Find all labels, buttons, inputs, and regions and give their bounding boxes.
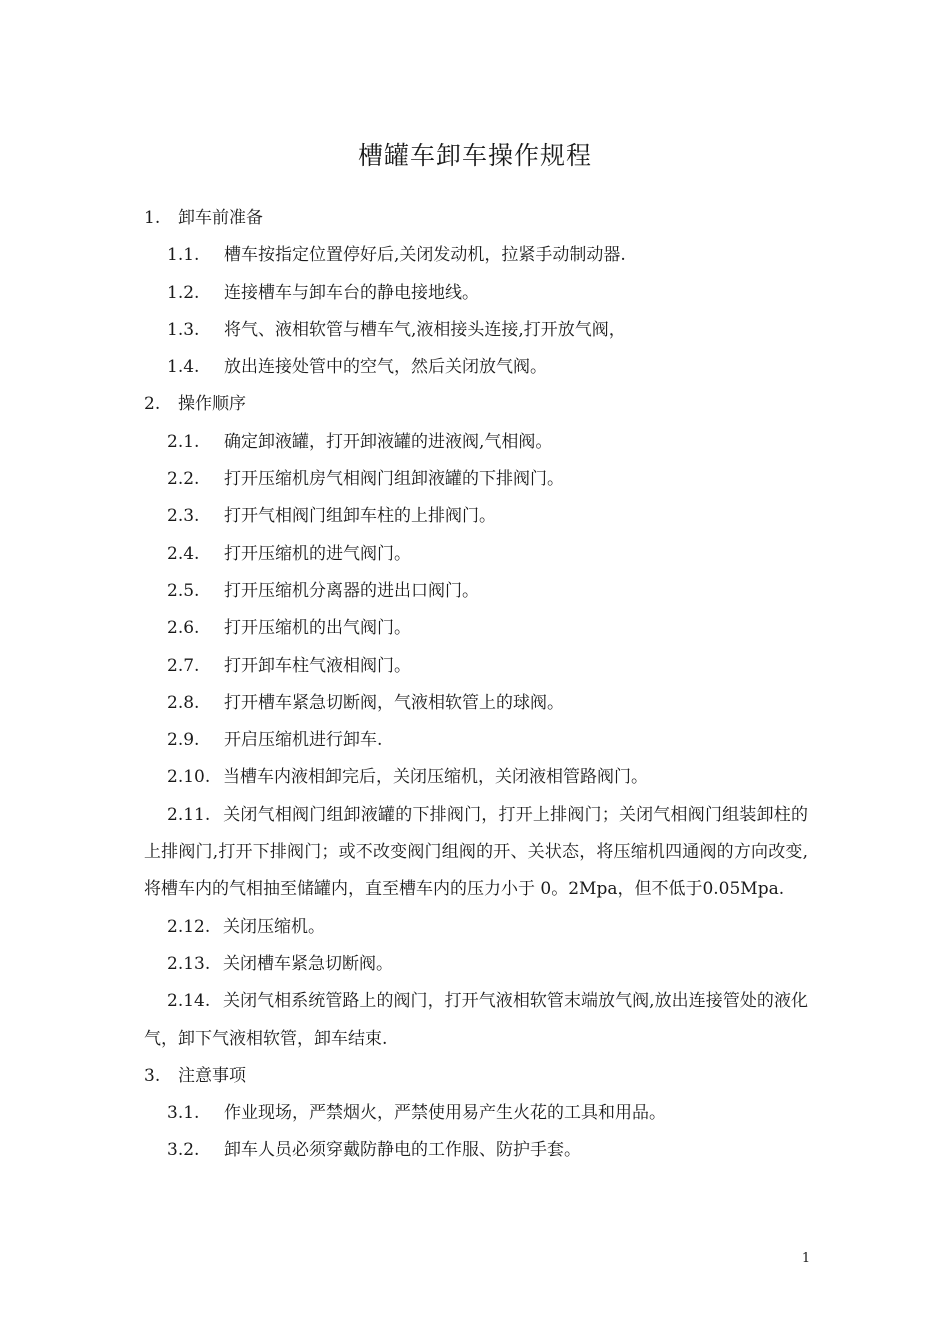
- list-item: [144, 909, 808, 946]
- list-item: [144, 275, 808, 312]
- item-text: 打开压缩机分离器的进出口阀门。: [224, 580, 479, 601]
- list-item: [144, 349, 808, 386]
- list-item: [144, 1095, 808, 1132]
- item-text: 打开压缩机的出气阀门。: [224, 618, 411, 639]
- section-number: 1.: [144, 208, 161, 228]
- item-number: 2.1.: [167, 431, 200, 452]
- item-text: 作业现场，严禁烟火，严禁使用易产生火花的工具和用品。: [224, 1103, 666, 1124]
- item-number: 2.7.: [167, 655, 200, 676]
- item-text: 槽车按指定位置停好后,关闭发动机，拉紧手动制动器.: [224, 245, 626, 266]
- item-text: 打开气相阀门组卸车柱的上排阀门。: [224, 506, 496, 527]
- item-text: 打开槽车紧急切断阀，气液相软管上的球阀。: [224, 692, 564, 713]
- item-number: 2.11.: [167, 804, 211, 825]
- list-item: [144, 685, 808, 722]
- item-number: 3.2.: [167, 1140, 200, 1161]
- item-text: 卸车人员必须穿戴防静电的工作服、防护手套。: [224, 1140, 581, 1161]
- page-number: 1: [801, 1251, 811, 1266]
- section-number: 2.: [144, 394, 161, 415]
- list-item: [144, 573, 808, 610]
- item-number: 2.14.: [167, 991, 211, 1012]
- item-text: 关闭气相系统管路上的阀门，打开气液相软管末端放气阀,放出连接管处的液化气，卸下气液相软管，卸车结束.: [144, 991, 808, 1049]
- list-item: [144, 610, 808, 647]
- section-title: 操作顺序: [178, 394, 246, 415]
- list-item: [144, 722, 808, 759]
- list-item-paragraph: [144, 983, 808, 1058]
- section-heading: [144, 386, 808, 423]
- document-title: 槽罐车卸车操作规程: [357, 141, 592, 170]
- list-item: [144, 1132, 808, 1169]
- list-item: [144, 237, 808, 274]
- item-number: 2.4.: [167, 543, 200, 564]
- item-number: 2.12.: [167, 916, 211, 937]
- item-text: 连接槽车与卸车台的静电接地线。: [224, 282, 479, 303]
- item-number: 2.13.: [167, 953, 211, 974]
- list-item: [144, 946, 808, 983]
- section-heading: [144, 200, 808, 237]
- section-title: 注意事项: [178, 1065, 246, 1086]
- item-text: 打开卸车柱气液相阀门。: [224, 655, 411, 676]
- item-number: 1.1.: [167, 245, 200, 266]
- section-heading: [144, 1058, 808, 1095]
- item-text: 放出连接处管中的空气，然后关闭放气阀。: [224, 357, 547, 378]
- item-number: 1.4.: [167, 357, 200, 378]
- item-text: 开启压缩机进行卸车.: [224, 730, 383, 751]
- list-item: [144, 461, 808, 498]
- list-item: [144, 759, 808, 796]
- item-number: 2.5.: [167, 580, 200, 601]
- list-item: [144, 424, 808, 461]
- list-item: [144, 498, 808, 535]
- item-text: 当槽车内液相卸完后，关闭压缩机，关闭液相管路阀门。: [223, 767, 648, 788]
- item-text: 关闭气相阀门组卸液罐的下排阀门，打开上排阀门；关闭气相阀门组装卸柱的上排阀门,打开下排阀门；或不改变阀门组阀的开、关状态，将压缩机四通阀的方向改变,将槽车内的气相抽至储罐内，直至槽车内的压力小于 0。2Mpa，但不低于0.05Mpa.: [144, 804, 808, 900]
- list-item: [144, 312, 808, 349]
- item-text: 将气、液相软管与槽车气,液相接头连接,打开放气阀，: [224, 319, 626, 340]
- item-number: 2.2.: [167, 469, 200, 490]
- list-item: [144, 536, 808, 573]
- item-text: 关闭槽车紧急切断阀。: [223, 953, 393, 974]
- section-title: 卸车前准备: [178, 208, 263, 228]
- item-number: 1.3.: [167, 319, 200, 340]
- list-item-paragraph: [144, 797, 808, 909]
- item-number: 3.1.: [167, 1103, 200, 1124]
- item-text: 确定卸液罐，打开卸液罐的进液阀,气相阀。: [224, 431, 553, 452]
- item-text: 关闭压缩机。: [223, 916, 325, 937]
- item-number: 2.6.: [167, 618, 200, 639]
- list-item: [144, 648, 808, 685]
- item-number: 1.2.: [167, 282, 200, 303]
- item-number: 2.9.: [167, 730, 200, 751]
- item-text: 打开压缩机房气相阀门组卸液罐的下排阀门。: [224, 469, 564, 490]
- item-number: 2.10.: [167, 767, 211, 788]
- item-number: 2.8.: [167, 692, 200, 713]
- item-text: 打开压缩机的进气阀门。: [224, 543, 411, 564]
- section-number: 3.: [144, 1065, 161, 1086]
- item-number: 2.3.: [167, 506, 200, 527]
- document-body: [144, 200, 808, 1170]
